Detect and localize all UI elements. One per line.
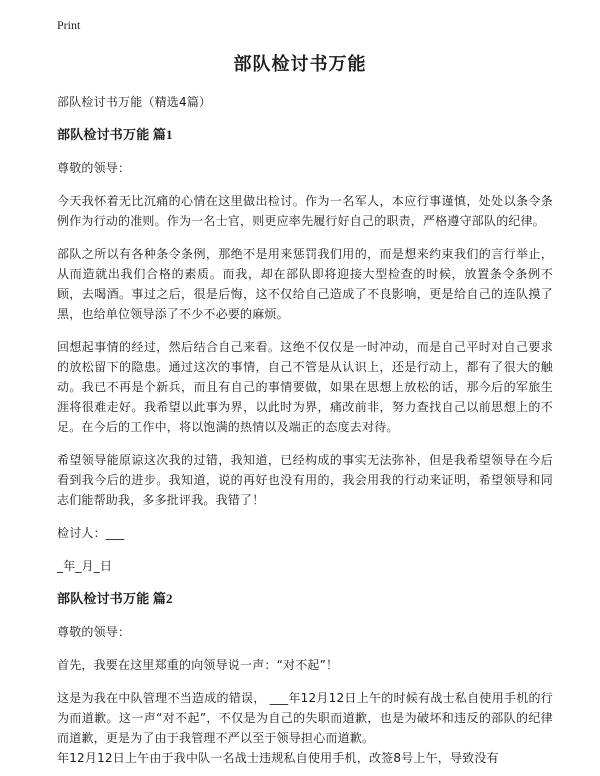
date-line: _年_月_日 [57, 559, 113, 573]
document-body [57, 92, 553, 768]
document-subtitle: 部队检讨书万能（精选4篇） [57, 95, 212, 109]
page-title: 部队检讨书万能 [233, 54, 367, 75]
paragraph: 首先，我要在这里郑重的向领导说一声：“对不起”！ [57, 658, 339, 672]
paragraph: 今天我怀着无比沉痛的心情在这里做出检讨。作为一名军人，本应行事谨慎，处处以条令条例作为行动的准则。作为一名士官，则更应率先履行好自己的职责，严格遵守部队的纪律。 [57, 194, 553, 228]
paragraph: 部队之所以有各种条令条例，那绝不是用来惩罚我们用的，而是想来约束我们的言行举止，从而造就出我们合格的素质。而我，却在部队即将迎接大型检查的时候，放置条令条例不顾，去喝酒。事过之后，很是后悔，这不仅给自己造成了不良影响，更是给自己的连队摸了黑，也给单位领导添了不少不必要的麻烦。 [57, 247, 553, 321]
print-link[interactable]: Print [57, 18, 81, 32]
section-heading-1: 部队检讨书万能 篇1 [57, 127, 173, 142]
greeting: 尊敬的领导： [57, 625, 131, 639]
paragraph: 这是为我在中队管理不当造成的错误， ___年12月12日上午的时候有战士私自使用手机的行为而道歉。这一声“对不起”，不仅是为自己的失职而道歉，也是为破坏和违反的部队的纪律而道歉，更是为了由于我管理不严以至于领导担心而道歉。 [57, 691, 553, 745]
paragraph: 希望领导能原谅这次我的过错，我知道，已经构成的事实无法弥补，但是我希望领导在今后看到我今后的进步。我知道，说的再好也没有用的，我会用我的行动来证明，希望领导和同志们能帮助我，多多批评我。我错了！ [57, 453, 553, 507]
greeting: 尊敬的领导： [57, 161, 131, 175]
paragraph: 年12月12日上午由于我中队一名战士违规私自使用手机，改签8号上午，导致没有 [57, 751, 499, 765]
section-heading-2: 部队检讨书万能 篇2 [57, 591, 173, 606]
signer-line: 检讨人：___ [57, 526, 125, 540]
paragraph: 回想起事情的经过，然后结合自己来看。这绝不仅仅是一时冲动，而是自己平时对自己要求的放松留下的隐患。通过这次的事情，自己不管是从认识上，还是行动上，都有了很大的触动。我已不再是个新兵，而且有自己的事情要做，如果在思想上放松的话，那今后的军旅生涯将很难走好。我希望以此事为界，以此时为界，痛改前非，努力查找自己以前思想上的不足。在今后的工作中，将以饱满的热情以及端正的态度去对待。 [57, 340, 553, 434]
